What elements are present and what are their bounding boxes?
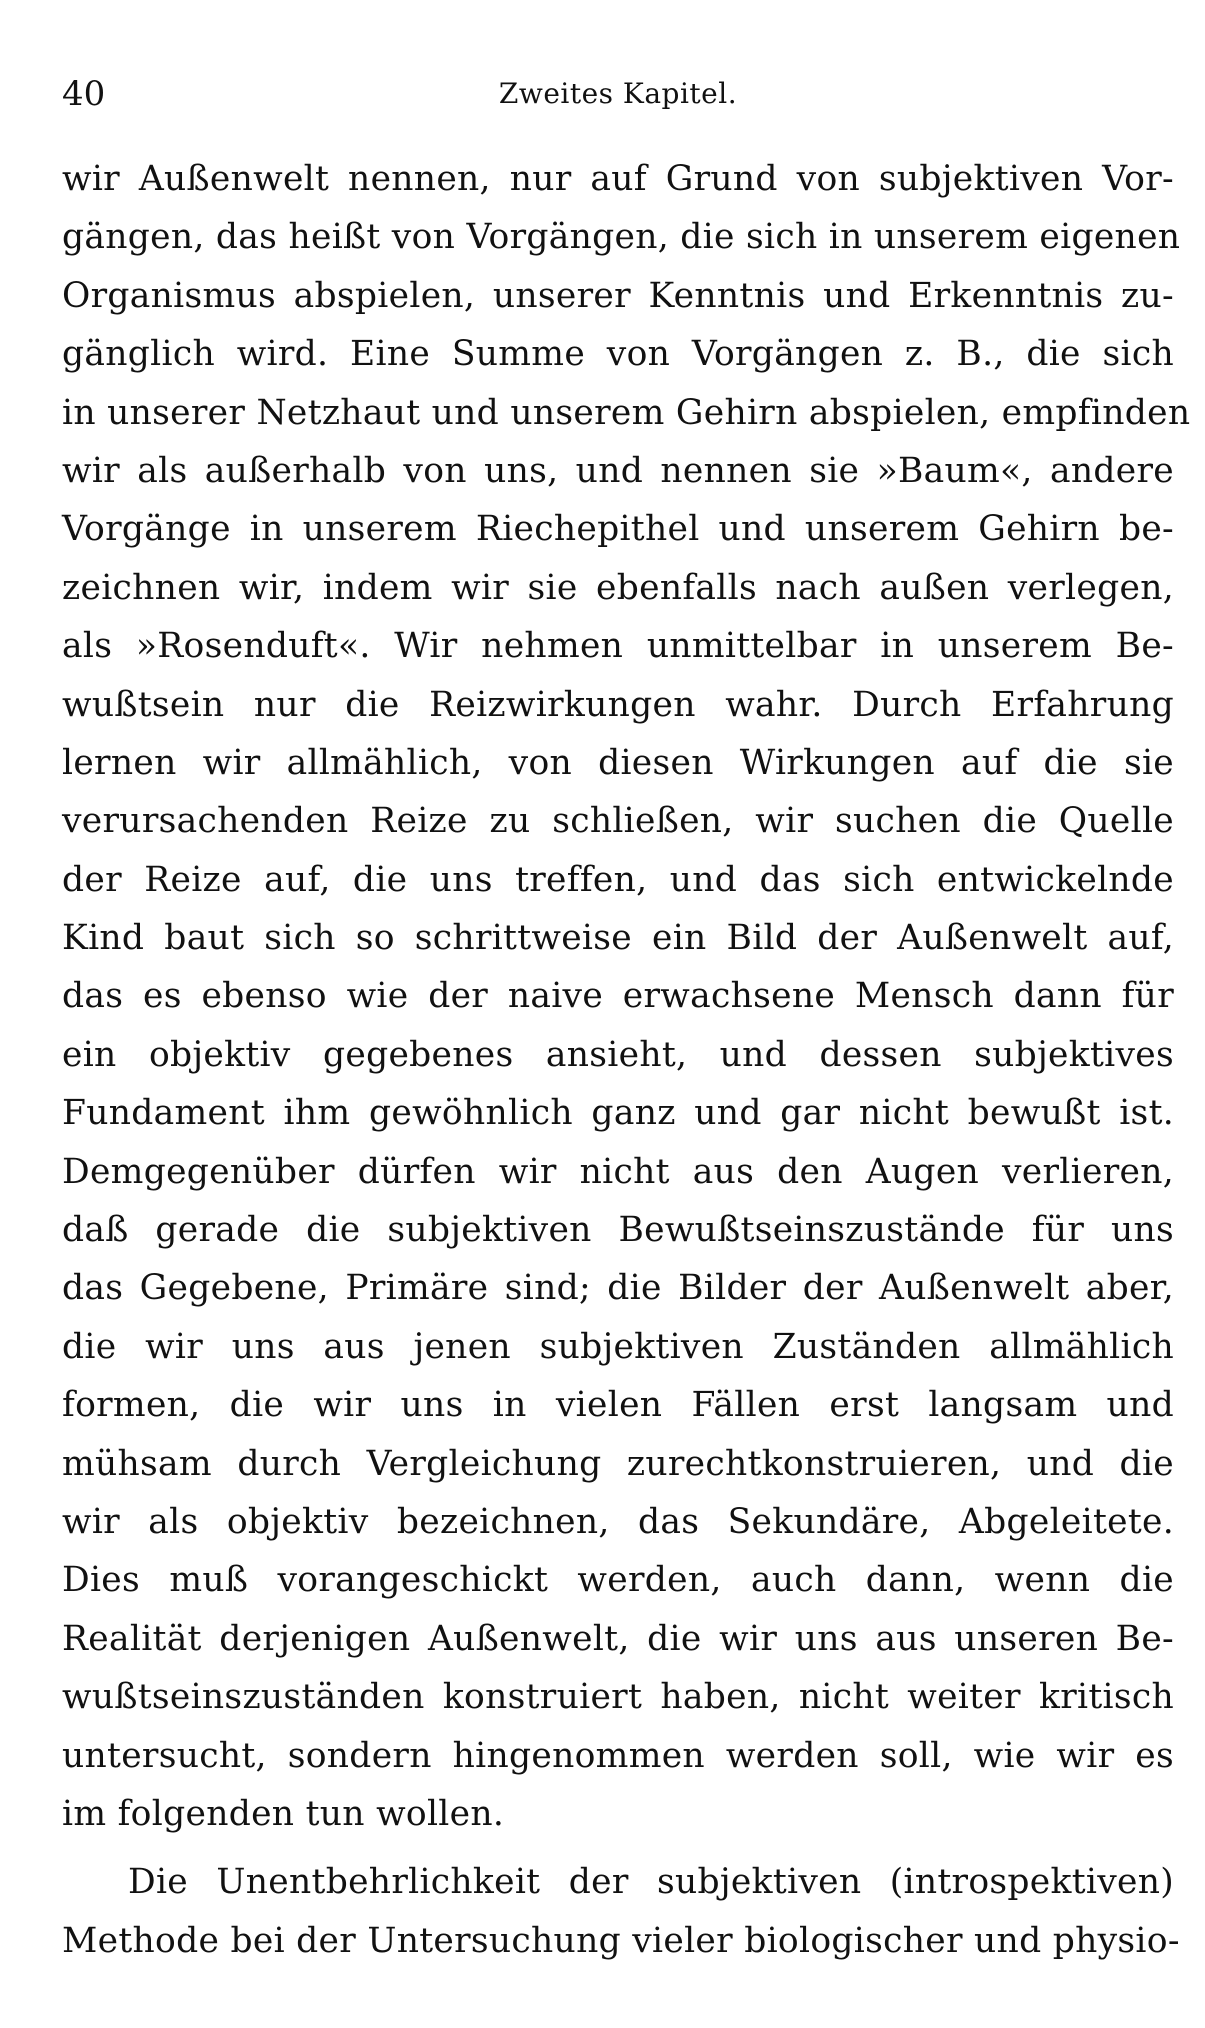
running-head <box>62 70 1174 118</box>
text-line: gänglich wird. Eine Summe von Vorgängen z. B., die sich <box>62 334 1174 375</box>
text-line: wußtseinszuständen konstruiert haben, nicht weiter kritisch <box>62 1677 1174 1718</box>
text-line: wußtsein nur die Reizwirkungen wahr. Durch Erfahrung <box>62 684 1174 725</box>
text-line: zeichnen wir, indem wir sie ebenfalls nach außen verlegen, <box>62 567 1174 608</box>
text-line: Fundament ihm gewöhnlich ganz und gar nicht bewußt ist. <box>62 1093 1174 1134</box>
text-line: als »Rosenduft«. Wir nehmen unmittelbar in unserem Be- <box>62 626 1174 667</box>
text-line: wir als außerhalb von uns, und nennen sie »Baum«, andere <box>62 450 1174 491</box>
text-line: wir Außenwelt nennen, nur auf Grund von subjektiven Vor- <box>62 159 1174 199</box>
text-line: lernen wir allmählich, von diesen Wirkungen auf die sie <box>62 742 1174 783</box>
text-line: Dies muß vorangeschickt werden, auch dann, wenn die <box>62 1560 1174 1601</box>
chapter-title: Zweites Kapitel. <box>498 77 738 110</box>
text-line: der Reize auf, die uns treffen, und das sich entwickelnde <box>62 859 1174 900</box>
text-line: wir als objektiv bezeichnen, das Sekundäre, Abgeleitete. <box>62 1501 1174 1542</box>
text-line: mühsam durch Vergleichung zurechtkonstruieren, und die <box>62 1443 1174 1484</box>
text-line: gängen, das heißt von Vorgängen, die sich in unserem eigenen <box>62 217 1181 258</box>
paragraph-2 <box>62 1853 1180 1970</box>
text-line: daß gerade die subjektiven Bewußtseinszustände für uns <box>62 1210 1174 1251</box>
body-text <box>62 150 1191 1970</box>
text-line: untersucht, sondern hingenommen werden soll, wie wir es <box>62 1735 1174 1776</box>
text-line: Organismus abspielen, unserer Kenntnis und Erkenntnis zu- <box>62 275 1174 316</box>
text-line: die wir uns aus jenen subjektiven Zuständen allmählich <box>62 1326 1174 1367</box>
text-line: formen, die wir uns in vielen Fällen erst langsam und <box>62 1385 1174 1426</box>
text-line: in unserer Netzhaut und unserem Gehirn abspielen, empfinden <box>62 392 1191 433</box>
text-line: Demgegenüber dürfen wir nicht aus den Augen verlieren, <box>62 1151 1174 1192</box>
text-line: ein objektiv gegebenes ansieht, und dessen subjektives <box>62 1034 1174 1075</box>
paragraph-1 <box>62 150 1191 1843</box>
text-line: Kind baut sich so schrittweise ein Bild der Außenwelt auf, <box>62 918 1174 959</box>
text-line: Vorgänge in unserem Riechepithel und unserem Gehirn be- <box>62 509 1174 550</box>
text-line: Realität derjenigen Außenwelt, die wir uns aus unseren Be- <box>62 1618 1174 1659</box>
text-line: Die Unentbehrlichkeit der subjektiven (introspektiven) <box>128 1862 1174 1903</box>
text-line: das es ebenso wie der naive erwachsene Mensch dann für <box>62 976 1174 1017</box>
text-line: Methode bei der Untersuchung vieler biologischer und physio- <box>62 1920 1180 1961</box>
paragraph-gap <box>62 1843 1174 1853</box>
page-number: 40 <box>62 74 106 114</box>
text-line: verursachenden Reize zu schließen, wir suchen die Quelle <box>62 801 1174 842</box>
text-line: das Gegebene, Primäre sind; die Bilder der Außenwelt aber, <box>62 1268 1174 1309</box>
text-line: im folgenden tun wollen. <box>62 1793 505 1834</box>
